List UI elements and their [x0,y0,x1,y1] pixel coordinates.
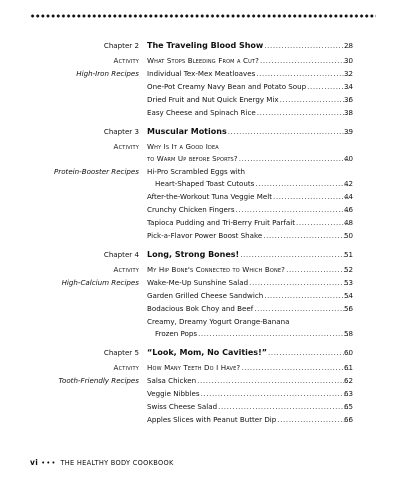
recipe-row[interactable] [0,217,401,229]
activity-row[interactable] [0,141,401,153]
recipes-label: Protein-Booster Recipes [54,167,139,176]
activity-label: Activity [113,265,139,274]
activity-title-line1: Why Is It a Good Idea [147,142,219,151]
recipe-title: Frozen Pops [155,329,198,338]
page-number: 46 [343,205,353,214]
chapter-label: Chapter 2 [103,41,139,50]
recipe-title: Crunchy Chicken Fingers [147,205,235,214]
activity-title: My Hip Bone's Connected to Which Bone? [147,265,286,274]
recipe-title: Veggie Nibbles [147,389,200,398]
activity-title: How Many Teeth Do I Have? [147,363,241,372]
page-number: 28 [343,41,353,50]
chapter-label: Chapter 4 [103,250,139,259]
chapter-title: “Look, Mom, No Cavities!” [147,348,267,357]
chapter-title-row[interactable] [0,40,401,52]
leader-dots [241,362,350,374]
recipe-row[interactable] [0,107,401,119]
activity-title: to Warm Up before Sports? [147,154,238,163]
chapter-title-row[interactable] [0,249,401,261]
leader-dots [264,40,350,52]
recipes-label: High-Iron Recipes [76,69,139,78]
page-number: 52 [343,265,353,274]
recipe-title: Salsa Chicken [147,376,197,385]
recipe-row[interactable] [0,388,401,400]
page-number: 30 [343,56,353,65]
page-number: 58 [343,329,353,338]
activity-row[interactable] [0,362,401,374]
activity-label: Activity [113,142,139,151]
leader-dots [264,290,350,302]
page-number: 53 [343,278,353,287]
recipe-title: Easy Cheese and Spinach Rice [147,108,256,117]
leader-dots [254,303,350,315]
leader-dots [260,55,350,67]
page-number: 38 [343,108,353,117]
recipe-title: Tapioca Pudding and Tri-Berry Fruit Parfait [147,218,295,227]
chapter-title: Muscular Motions [147,127,227,136]
leader-dots [197,375,350,387]
leader-dots [255,178,350,190]
recipe-title-line1: Hi-Pro Scrambled Eggs with [147,167,246,176]
recipe-row[interactable] [0,94,401,106]
chapter-title-row[interactable] [0,347,401,359]
footer-bullets: ••• [41,458,57,467]
leader-dots [256,68,350,80]
leader-dots [263,230,350,242]
leader-dots [257,107,350,119]
activity-row-continued[interactable] [0,153,401,165]
page-number: 34 [343,82,353,91]
leader-dots [239,153,350,165]
recipe-title: After-the-Workout Tuna Veggie Melt [147,192,272,201]
page-footer [30,458,174,467]
page-number: 44 [343,192,353,201]
recipe-title: Dried Fruit and Nut Quick Energy Mix [147,95,279,104]
page-number: 32 [343,69,353,78]
page-number: 66 [343,415,353,424]
footer-page-number: vi [30,458,39,467]
top-dotted-rule [30,13,376,19]
recipe-row[interactable] [0,204,401,216]
recipe-row-continued[interactable] [0,178,401,190]
leader-dots [236,204,350,216]
recipe-row[interactable] [0,414,401,426]
recipe-row[interactable] [0,316,401,328]
leader-dots [268,347,350,359]
leader-dots [218,401,350,413]
page-number: 56 [343,304,353,313]
recipe-title: Pick-a-Flavor Power Boost Shake [147,231,263,240]
recipe-title: Heart-Shaped Toast Cutouts [155,179,255,188]
page-number: 63 [343,389,353,398]
recipe-title: Apples Slices with Peanut Butter Dip [147,415,277,424]
recipe-title: Bodacious Bok Choy and Beef [147,304,254,313]
recipe-title: Swiss Cheese Salad [147,402,218,411]
recipe-row[interactable] [0,81,401,93]
leader-dots [201,388,350,400]
page-number: 42 [343,179,353,188]
chapter-title-row[interactable] [0,126,401,138]
recipe-title: Garden Grilled Cheese Sandwich [147,291,264,300]
page-number: 60 [343,348,353,357]
page-number: 40 [343,154,353,163]
chapter-label: Chapter 5 [103,348,139,357]
page-number: 36 [343,95,353,104]
leader-dots [198,328,350,340]
chapter-label: Chapter 3 [103,127,139,136]
recipe-row[interactable] [0,191,401,203]
recipe-row[interactable] [0,277,401,289]
activity-row[interactable] [0,264,401,276]
chapter-title: Long, Strong Bones! [147,250,240,259]
recipe-row[interactable] [0,230,401,242]
leader-dots [273,191,350,203]
activity-title: What Stops Bleeding From a Cut? [147,56,260,65]
recipe-row[interactable] [0,375,401,387]
page-number: 39 [343,127,353,136]
recipe-title: One-Pot Creamy Navy Bean and Potato Soup [147,82,307,91]
activity-label: Activity [113,56,139,65]
recipe-row[interactable] [0,290,401,302]
recipe-title-line1: Creamy, Dreamy Yogurt Orange-Banana [147,317,290,326]
leader-dots [249,277,350,289]
leader-dots [240,249,350,261]
footer-book-title: THE HEALTHY BODY COOKBOOK [60,458,174,467]
recipe-row-continued[interactable] [0,328,401,340]
recipe-row[interactable] [0,401,401,413]
recipes-label: High-Calcium Recipes [61,278,139,287]
activity-label: Activity [113,363,139,372]
recipe-title: Individual Tex-Mex Meatloaves [147,69,256,78]
activity-row[interactable] [0,55,401,67]
chapter-title: The Traveling Blood Show [147,41,264,50]
recipe-title: Wake-Me-Up Sunshine Salad [147,278,249,287]
recipe-row[interactable] [0,303,401,315]
page-number: 62 [343,376,353,385]
recipes-label: Tooth-Friendly Recipes [58,376,139,385]
page-number: 65 [343,402,353,411]
page-number: 54 [343,291,353,300]
leader-dots [228,126,350,138]
page-number: 50 [343,231,353,240]
page-number: 51 [343,250,353,259]
page-number: 61 [343,363,353,372]
recipe-row[interactable] [0,166,401,178]
page-number: 48 [343,218,353,227]
recipe-row[interactable] [0,68,401,80]
